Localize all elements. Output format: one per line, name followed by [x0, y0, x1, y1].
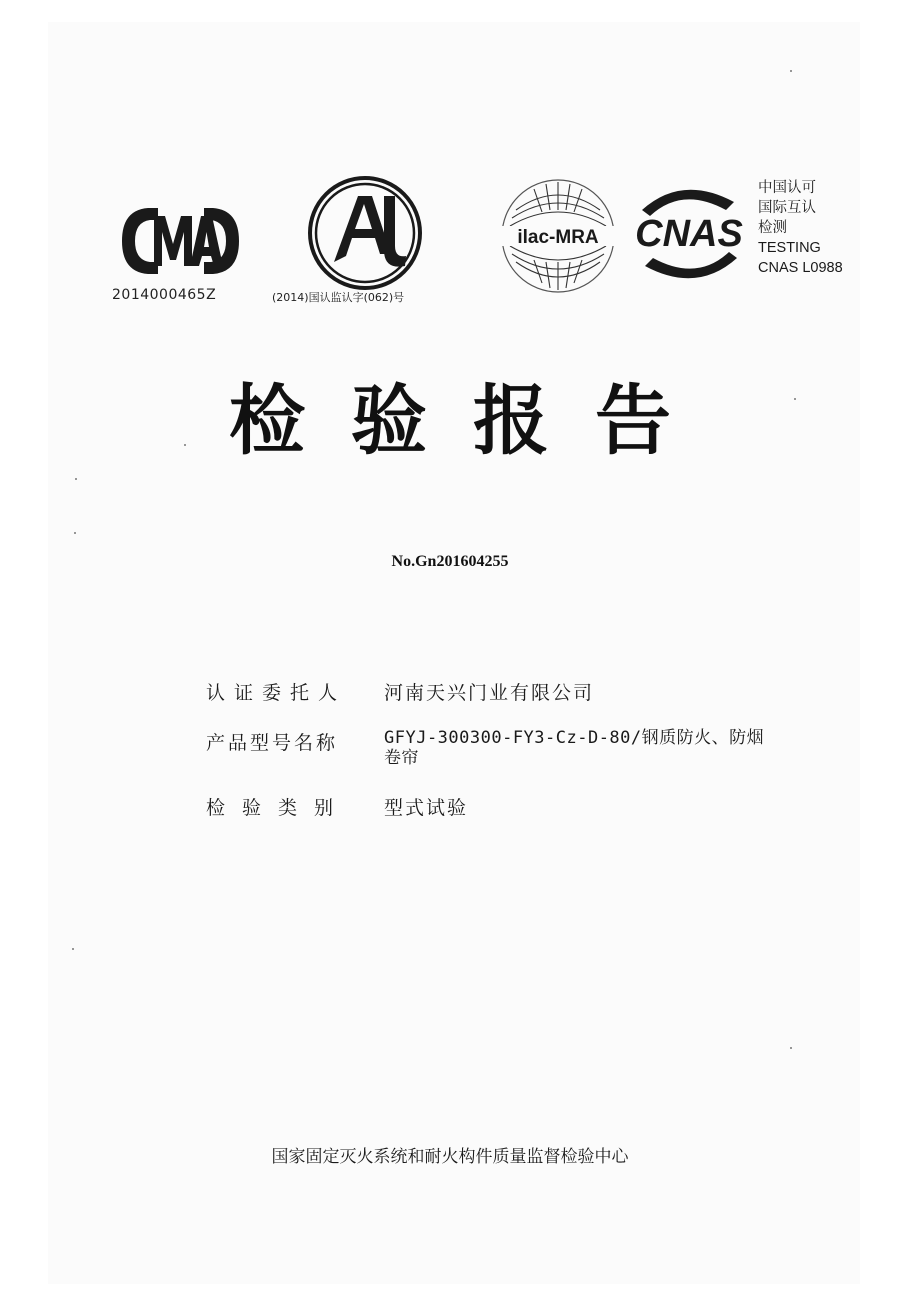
cma-code: 2014000465Z [112, 287, 217, 303]
cnas-logo-icon [622, 180, 757, 288]
issuing-organization: 国家固定灭火系统和耐火构件质量监督检验中心 [271, 1147, 629, 1167]
test-type-label: 检验类别 [206, 797, 351, 819]
product-label: 产品型号名称 [206, 732, 339, 754]
ilac-mra-text: ilac-MRA [517, 227, 599, 248]
scan-speck [72, 948, 74, 950]
cma-logo-icon [118, 200, 243, 282]
cnas-line: 中国认可 [758, 180, 816, 196]
product-value [384, 728, 854, 768]
report-number: No.Gn201604255 [391, 553, 509, 570]
cnas-line: 国际互认 [758, 200, 816, 216]
scan-speck [75, 478, 77, 480]
client-value: 河南天兴门业有限公司 [384, 682, 595, 704]
scan-speck [794, 398, 796, 400]
scan-speck [790, 70, 792, 72]
cnas-accreditation-text [758, 178, 868, 278]
product-value-line1: GFYJ-300300-FY3-Cz-D-80/钢质防火、防烟 [384, 728, 765, 748]
cnas-line: TESTING [758, 240, 821, 256]
cnas-line: 检测 [758, 220, 787, 236]
scan-speck [74, 532, 76, 534]
cnas-line: CNAS L0988 [758, 260, 843, 276]
cnas-logo-text: CNAS [635, 213, 743, 255]
product-value-line2: 卷帘 [384, 748, 419, 768]
test-type-value: 型式试验 [384, 797, 469, 819]
report-title: 检验报告 [229, 376, 717, 465]
scan-speck [184, 444, 186, 446]
ilac-mra-logo-icon [498, 170, 618, 302]
scan-speck [790, 1047, 792, 1049]
cal-logo-icon [306, 174, 424, 292]
client-label: 认证委托人 [206, 682, 347, 704]
cal-code: (2014)国认监认字(062)号 [272, 291, 405, 304]
